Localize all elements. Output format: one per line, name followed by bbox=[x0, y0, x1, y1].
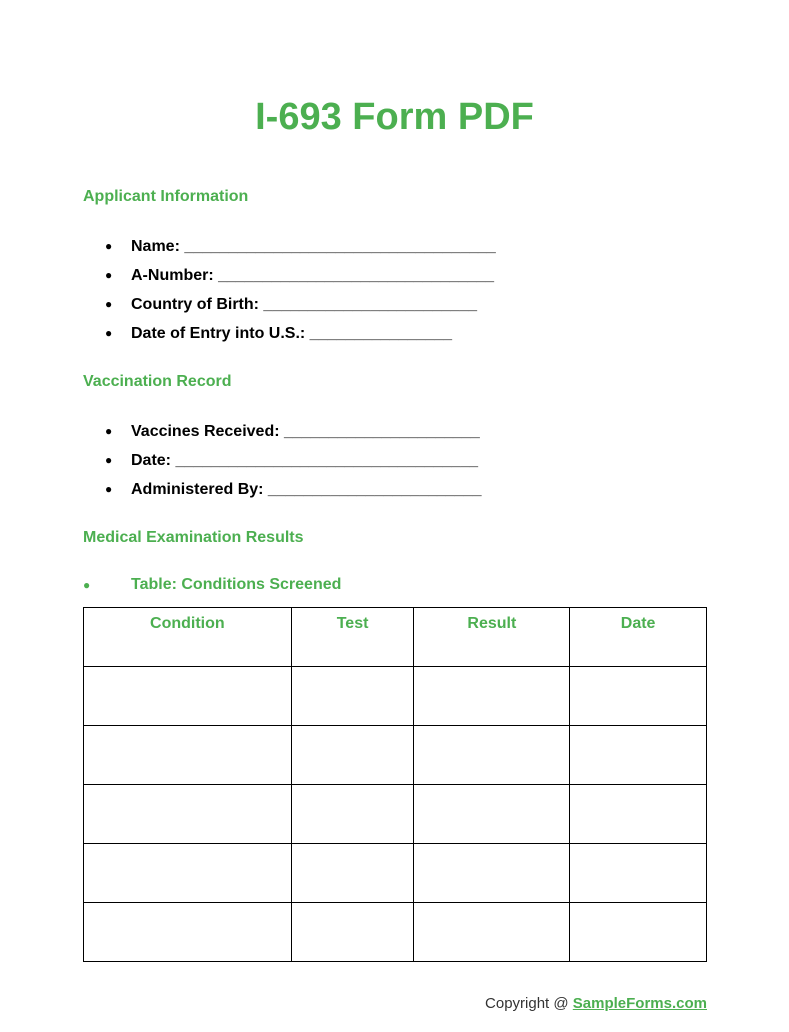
table-cell[interactable] bbox=[570, 726, 707, 785]
bullet-icon: ● bbox=[105, 424, 113, 438]
vaccination-fields-list bbox=[105, 417, 481, 504]
bullet-icon: ● bbox=[105, 482, 113, 496]
table-cell[interactable] bbox=[84, 726, 292, 785]
table-row bbox=[84, 726, 707, 785]
vaccines-received-field[interactable]: Vaccines Received: ______________________ bbox=[131, 423, 480, 440]
table-cell[interactable] bbox=[414, 726, 570, 785]
table-cell[interactable] bbox=[291, 903, 414, 962]
country-of-birth-field[interactable]: Country of Birth: ________________________ bbox=[131, 296, 477, 313]
table-caption bbox=[83, 576, 341, 594]
table-cell[interactable] bbox=[414, 785, 570, 844]
table-cell[interactable] bbox=[414, 903, 570, 962]
vaccination-date-field[interactable]: Date: __________________________________ bbox=[131, 452, 478, 469]
bullet-icon: ● bbox=[105, 326, 113, 340]
column-header-result: Result bbox=[414, 608, 570, 667]
table-row bbox=[84, 844, 707, 903]
list-item bbox=[105, 290, 496, 319]
table-cell[interactable] bbox=[291, 785, 414, 844]
list-item bbox=[105, 475, 481, 504]
list-item bbox=[105, 319, 496, 348]
table-row bbox=[84, 903, 707, 962]
bullet-icon: ● bbox=[105, 297, 113, 311]
sampleforms-link[interactable]: SampleForms.com bbox=[572, 995, 707, 1012]
date-of-entry-field[interactable]: Date of Entry into U.S.: ________________ bbox=[131, 325, 453, 342]
table-cell[interactable] bbox=[291, 726, 414, 785]
table-cell[interactable] bbox=[570, 785, 707, 844]
table-cell[interactable] bbox=[414, 844, 570, 903]
list-item bbox=[105, 417, 481, 446]
copyright-prefix: Copyright @ bbox=[485, 995, 573, 1012]
applicant-fields-list bbox=[105, 232, 496, 348]
table-cell[interactable] bbox=[84, 844, 292, 903]
medical-examination-heading: Medical Examination Results bbox=[83, 529, 304, 546]
table-cell[interactable] bbox=[291, 844, 414, 903]
bullet-icon: ● bbox=[105, 239, 113, 253]
column-header-condition: Condition bbox=[84, 608, 292, 667]
vaccination-record-heading: Vaccination Record bbox=[83, 373, 232, 390]
list-item bbox=[105, 232, 496, 261]
table-header-row bbox=[84, 608, 707, 667]
table-cell[interactable] bbox=[84, 785, 292, 844]
bullet-icon: ● bbox=[105, 453, 113, 467]
bullet-icon: ● bbox=[105, 268, 113, 282]
column-header-test: Test bbox=[291, 608, 414, 667]
table-cell[interactable] bbox=[84, 667, 292, 726]
list-item bbox=[105, 446, 481, 475]
table-cell[interactable] bbox=[414, 667, 570, 726]
footer-copyright bbox=[485, 995, 707, 1012]
name-field[interactable]: Name: ___________________________________ bbox=[131, 238, 496, 255]
table-cell[interactable] bbox=[570, 844, 707, 903]
administered-by-field[interactable]: Administered By: ________________________ bbox=[131, 481, 482, 498]
applicant-information-heading: Applicant Information bbox=[83, 188, 249, 205]
conditions-screened-table bbox=[83, 607, 707, 962]
table-cell[interactable] bbox=[570, 903, 707, 962]
bullet-icon: ● bbox=[83, 578, 91, 592]
table-cell[interactable] bbox=[84, 903, 292, 962]
table-cell[interactable] bbox=[570, 667, 707, 726]
table-caption-text: Table: Conditions Screened bbox=[131, 576, 342, 593]
table-row bbox=[84, 667, 707, 726]
page-title: I-693 Form PDF bbox=[255, 96, 534, 138]
list-item bbox=[105, 261, 496, 290]
column-header-date: Date bbox=[570, 608, 707, 667]
table-cell[interactable] bbox=[291, 667, 414, 726]
table-row bbox=[84, 785, 707, 844]
a-number-field[interactable]: A-Number: _______________________________ bbox=[131, 267, 494, 284]
